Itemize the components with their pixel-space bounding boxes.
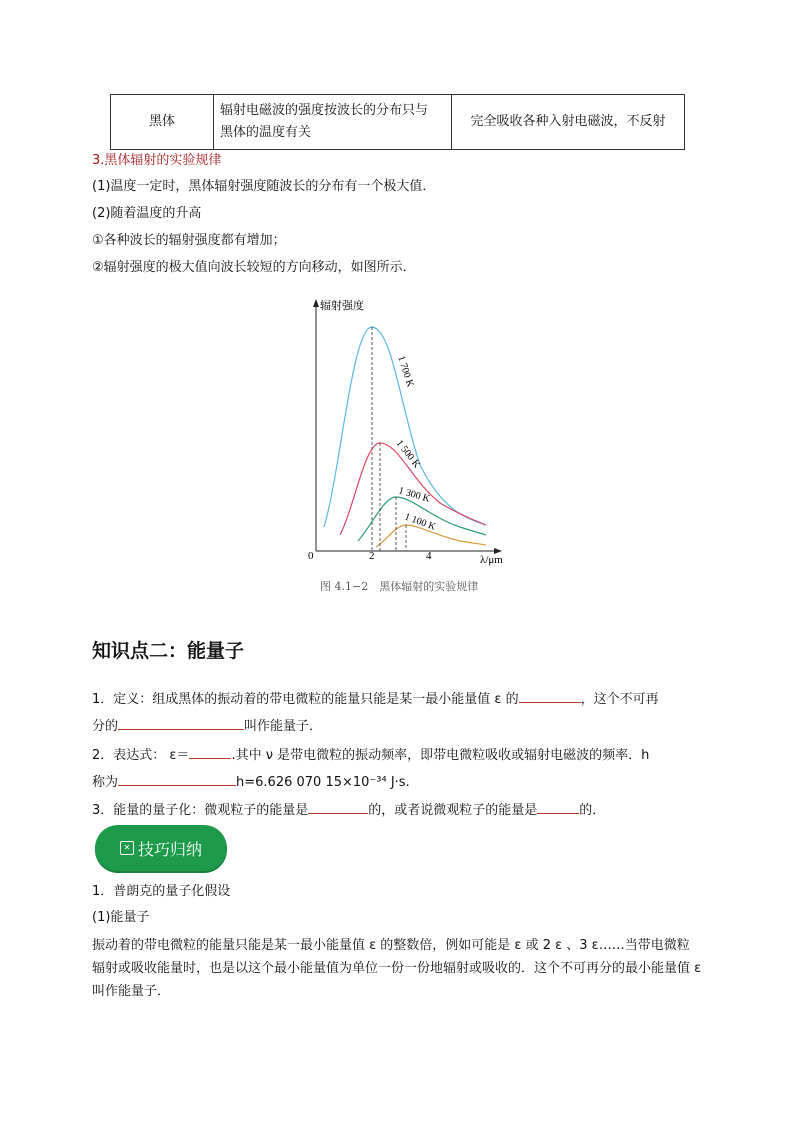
x-axis-label: λ/μm xyxy=(480,554,503,566)
tips-paragraph: 振动着的带电微粒的能量只能是某一最小能量值 ε 的整数倍，例如可能是 ε 或 2 ε 、3 ε……当带电微粒辐射或吸收能量时，也是以这个最小能量值为单位一份一份地辐射或吸收的．这个不可再分的最小能量值 ε 叫作能量子． xyxy=(92,938,702,999)
text: ，这个不可再 xyxy=(580,692,659,707)
subsection-heading: 1．普朗克的量子化假设 xyxy=(92,884,231,899)
table-cell-line: 辐射电磁波的强度按波长的分布只与 xyxy=(220,103,429,118)
list-item: ②辐射强度的极大值向波长较短的方向移动，如图所示． xyxy=(92,260,416,275)
y-axis-arrow xyxy=(313,299,319,307)
fill-blank[interactable] xyxy=(519,688,581,703)
text: h=6.626 070 15×10⁻³⁴ J·s. xyxy=(236,775,410,790)
table-cell-property: 完全吸收各种入射电磁波，不反射 xyxy=(452,95,685,150)
table-cell-description xyxy=(214,95,452,150)
expression-line xyxy=(92,771,410,793)
fill-blank[interactable] xyxy=(118,715,244,730)
text: 3．能量的量子化：微观粒子的能量是 xyxy=(92,803,309,818)
fill-blank[interactable] xyxy=(308,799,368,814)
text: 分的 xyxy=(92,719,119,734)
list-item: (1)温度一定时，黑体辐射强度随波长的分布有一个极大值． xyxy=(92,179,436,194)
tips-badge xyxy=(95,825,227,871)
blackbody-chart xyxy=(300,295,510,575)
table-cell-line: 黑体的温度有关 xyxy=(220,125,312,140)
text: 2．表达式： ε＝ xyxy=(92,748,190,763)
text: .其中 ν 是带电微粒的振动频率，即带电微粒吸收或辐射电磁波的频率．h xyxy=(231,748,650,763)
text: 的，或者说微观粒子的能量是 xyxy=(368,803,538,818)
quantization-line xyxy=(92,799,605,821)
text: 1．定义：组成黑体的振动着的带电微粒的能量只能是某一最小能量值 ε 的 xyxy=(92,692,519,707)
list-item: (2)随着温度的升高 xyxy=(92,206,202,221)
text: 称为 xyxy=(92,775,119,790)
figure-caption: 图 4.1−2 黑体辐射的实验规律 xyxy=(320,580,479,593)
x-tick-label: 4 xyxy=(426,550,432,562)
definition-line xyxy=(92,688,659,710)
text: 叫作能量子． xyxy=(244,719,323,734)
series-label-1100k: 1 100 K xyxy=(402,511,438,533)
bookmark-icon: ✕ xyxy=(120,841,134,855)
expression-line xyxy=(92,744,649,766)
list-item: ①各种波长的辐射强度都有增加； xyxy=(92,233,286,248)
table-cell-blackbody: 黑体 xyxy=(111,95,214,150)
text: 的． xyxy=(579,803,606,818)
y-axis-label: 辐射强度 xyxy=(320,300,364,312)
comparison-table xyxy=(110,94,685,150)
definition-line xyxy=(92,715,322,737)
badge-label: 技巧归纳 xyxy=(137,839,202,859)
x-tick-label: 2 xyxy=(369,550,375,562)
section-heading: 3.黑体辐射的实验规律 xyxy=(92,153,222,168)
series-label-1500k: 1 500 K xyxy=(393,438,423,471)
series-label-1300k: 1 300 K xyxy=(397,485,432,505)
series-label-1700k: 1 700 K xyxy=(395,354,416,389)
fill-blank[interactable] xyxy=(537,799,579,814)
x-tick-label: 0 xyxy=(308,550,314,562)
section-title: 知识点二：能量子 xyxy=(92,640,245,662)
subsection-heading: (1)能量子 xyxy=(92,910,150,925)
fill-blank[interactable] xyxy=(189,744,231,759)
fill-blank[interactable] xyxy=(118,771,236,786)
